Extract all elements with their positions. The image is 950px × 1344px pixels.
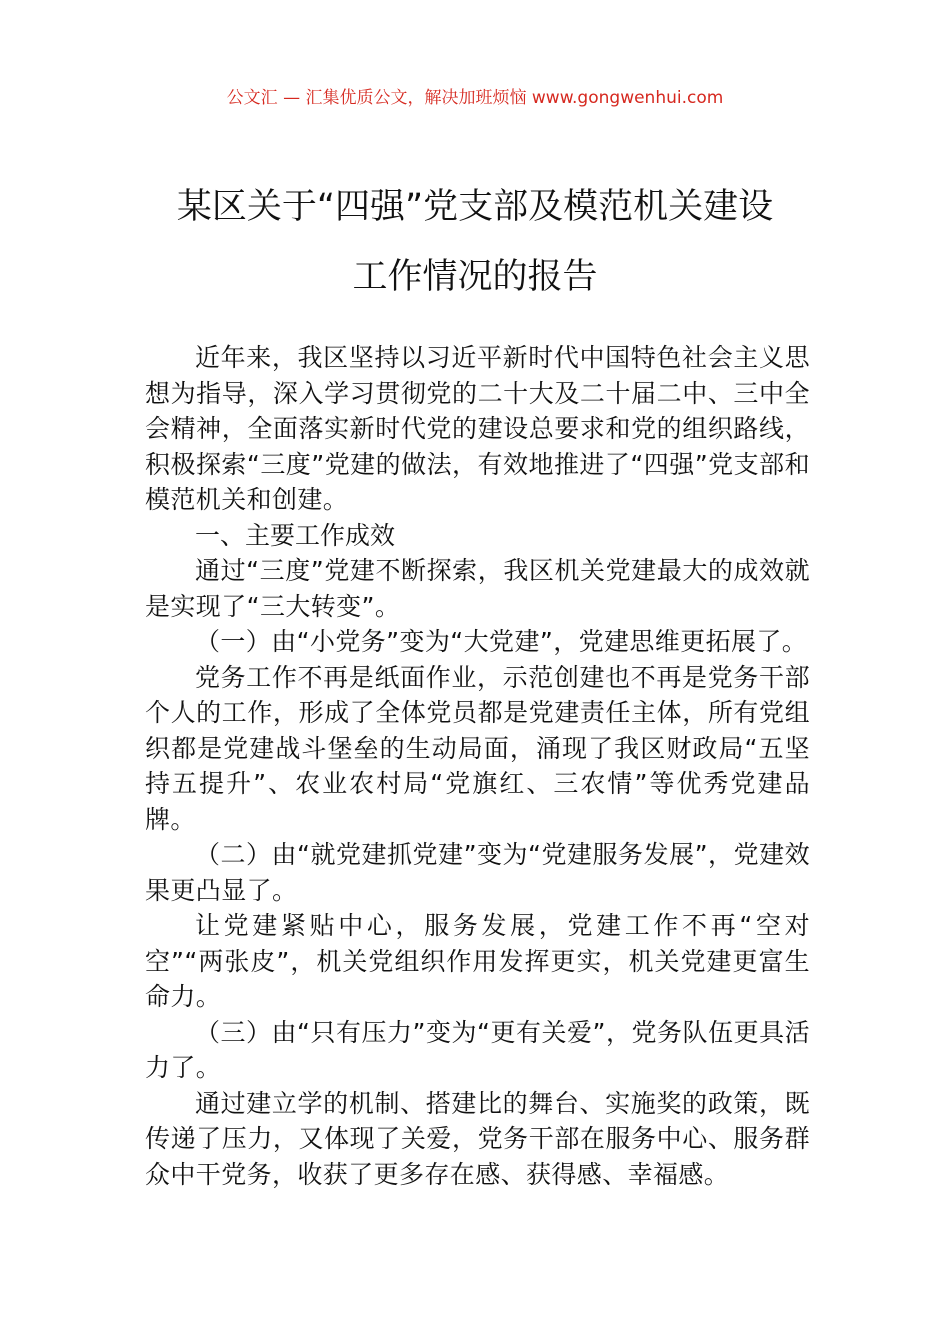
subheading-change-3: （三）由“只有压力”变为“更有关爱”，党务队伍更具活力了。 xyxy=(145,1017,810,1082)
header-banner: 公文汇 — 汇集优质公文，解决加班烦恼 www.gongwenhui.com xyxy=(226,88,724,108)
document-body xyxy=(145,340,810,1192)
paragraph-change-1: 党务工作不再是纸面作业，示范创建也不再是党务干部个人的工作，形成了全体党员都是党建责任主体，所有党组织都是党建战斗堡垒的生动局面，涌现了我区财政局“五坚持五提升”、农业农村局“党旗红、三农情”等优秀党建品牌。 xyxy=(145,662,810,834)
paragraph-change-2: 让党建紧贴中心，服务发展，党建工作不再“空对空”“两张皮”，机关党组织作用发挥更实，机关党建更富生命力。 xyxy=(145,911,810,1011)
document-title xyxy=(100,172,850,312)
subheading-change-1: （一）由“小党务”变为“大党建”，党建思维更拓展了。 xyxy=(195,627,808,656)
title-line-2: 工作情况的报告 xyxy=(352,257,598,297)
section-heading-main-results: 一、主要工作成效 xyxy=(195,520,396,550)
paragraph-intro: 近年来，我区坚持以习近平新时代中国特色社会主义思想为指导，深入学习贯彻党的二十大及二十届二中、三中全会精神，全面落实新时代党的建设总要求和党的组织路线，积极探索“三度”党建的做法，有效地推进了“四强”党支部和模范机关和创建。 xyxy=(145,343,810,514)
title-line-1: 某区关于“四强”党支部及模范机关建设 xyxy=(176,187,774,227)
paragraph-three-changes: 通过“三度”党建不断探索，我区机关党建最大的成效就是实现了“三大转变”。 xyxy=(145,556,810,621)
subheading-change-2: （二）由“就党建抓党建”变为“党建服务发展”，党建效果更凸显了。 xyxy=(145,840,810,905)
paragraph-change-3: 通过建立学的机制、搭建比的舞台、实施奖的政策，既传递了压力，又体现了关爱，党务干部在服务中心、服务群众中干党务，收获了更多存在感、获得感、幸福感。 xyxy=(145,1088,810,1189)
